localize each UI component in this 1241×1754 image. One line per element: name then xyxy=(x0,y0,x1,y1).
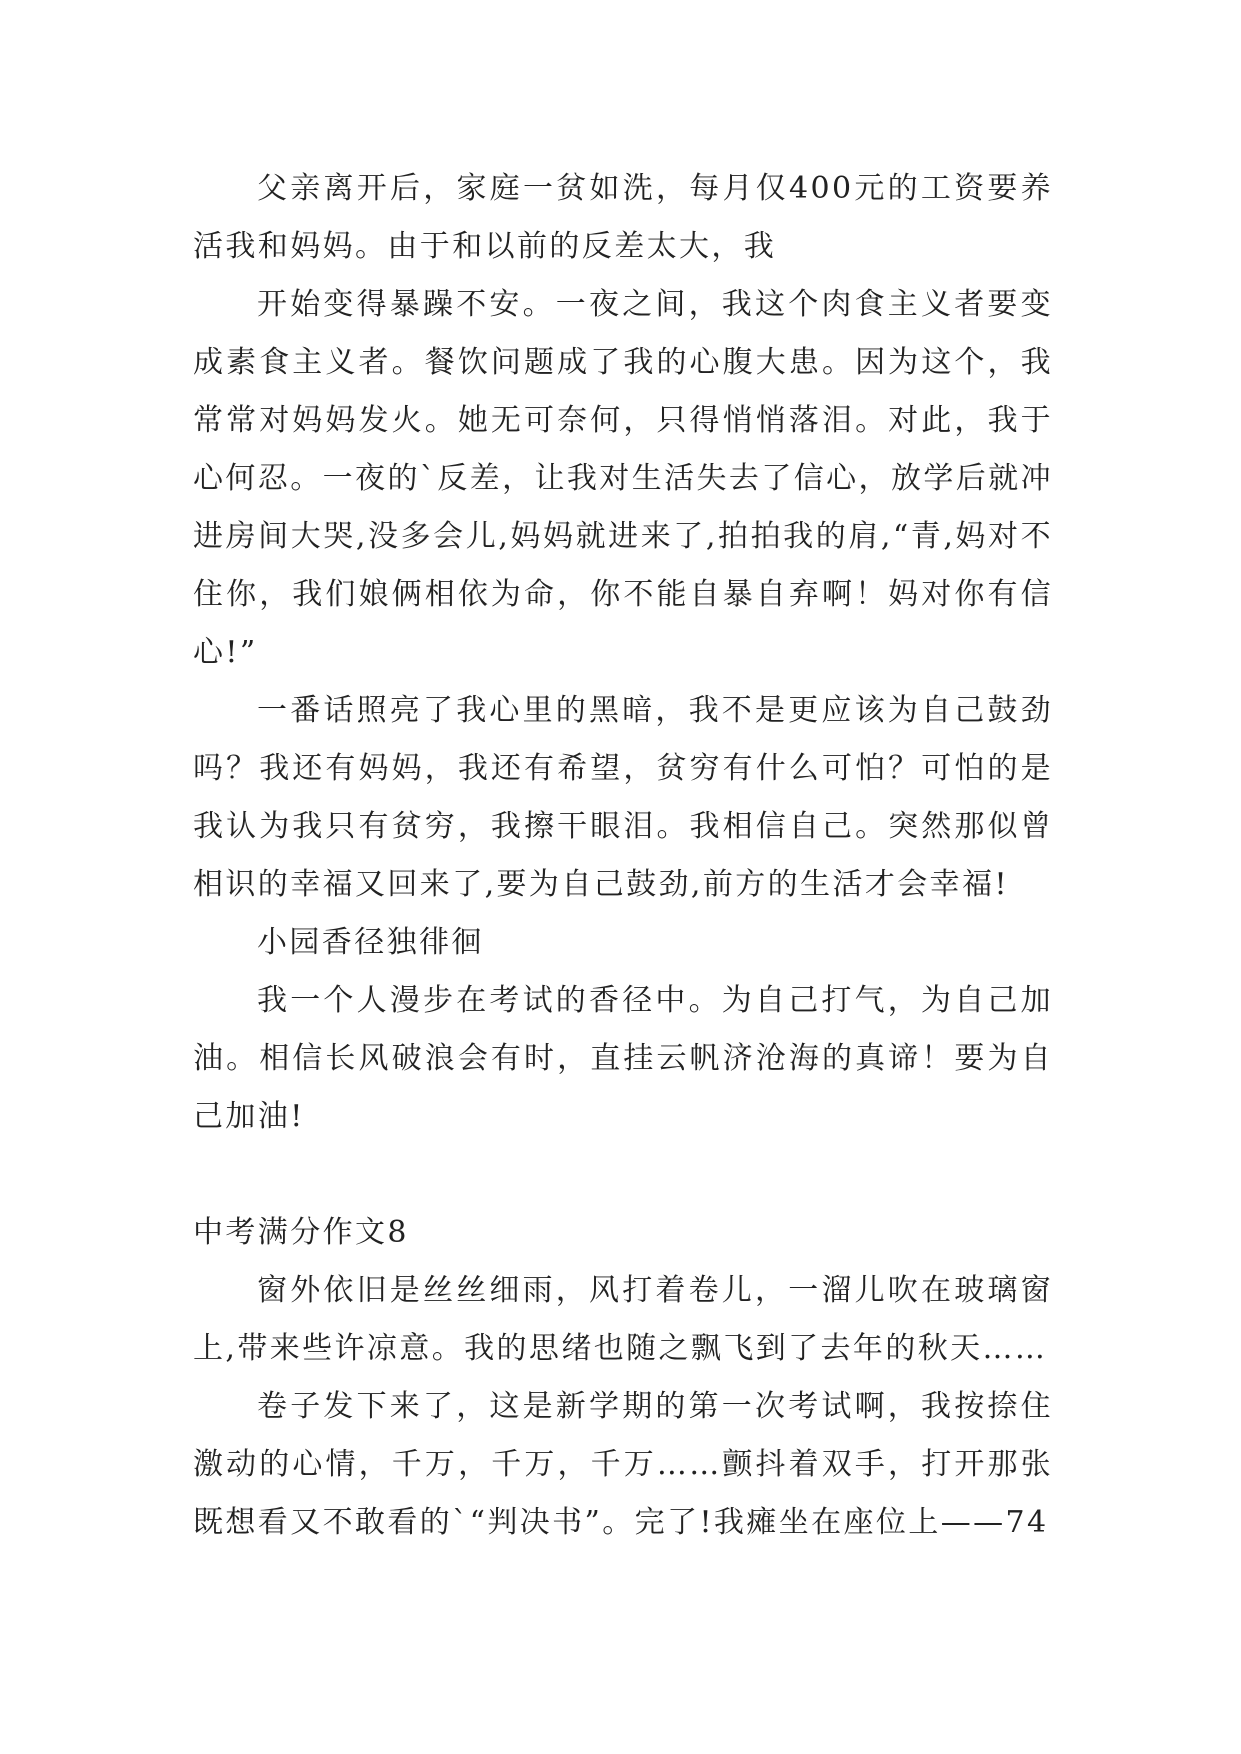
paragraph: 我一个人漫步在考试的香径中。为自己打气，为自己加油。相信长风破浪会有时，直挂云帆济沧海的真谛！要为自己加油! xyxy=(193,983,1053,1134)
paragraph-subtitle: 小园香径独徘徊 xyxy=(257,925,484,960)
paragraph: 父亲离开后，家庭一贫如洗，每月仅400元的工资要养活我和妈妈。由于和以前的反差太大，我 xyxy=(193,171,1053,264)
paragraph: 卷子发下来了，这是新学期的第一次考试啊，我按捺住激动的心情，千万，千万，千万……颤抖着双手，打开那张既想看又不敢看的`“判决书”。完了!我瘫坐在座位上——74 xyxy=(193,1389,1053,1540)
section-heading: 中考满分作文8 xyxy=(193,1215,409,1250)
document-page xyxy=(193,160,1053,1552)
section-gap xyxy=(193,1146,1053,1204)
paragraph: 一番话照亮了我心里的黑暗，我不是更应该为自己鼓劲吗？我还有妈妈，我还有希望，贫穷有什么可怕？可怕的是我认为我只有贫穷，我擦干眼泪。我相信自己。突然那似曾相识的幸福又回来了,要为自己鼓劲,前方的生活才会幸福! xyxy=(193,693,1053,902)
paragraph: 窗外依旧是丝丝细雨，风打着卷儿，一溜儿吹在玻璃窗上,带来些许凉意。我的思绪也随之飘飞到了去年的秋天…… xyxy=(193,1273,1053,1366)
paragraph: 开始变得暴躁不安。一夜之间，我这个肉食主义者要变成素食主义者。餐饮问题成了我的心腹大患。因为这个，我常常对妈妈发火。她无可奈何，只得悄悄落泪。对此，我于心何忍。一夜的`反差，让我对生活失去了信心，放学后就冲进房间大哭,没多会儿,妈妈就进来了,拍拍我的肩,“青,妈对不住你，我们娘俩相依为命，你不能自暴自弃啊！妈对你有信心!” xyxy=(193,287,1053,670)
